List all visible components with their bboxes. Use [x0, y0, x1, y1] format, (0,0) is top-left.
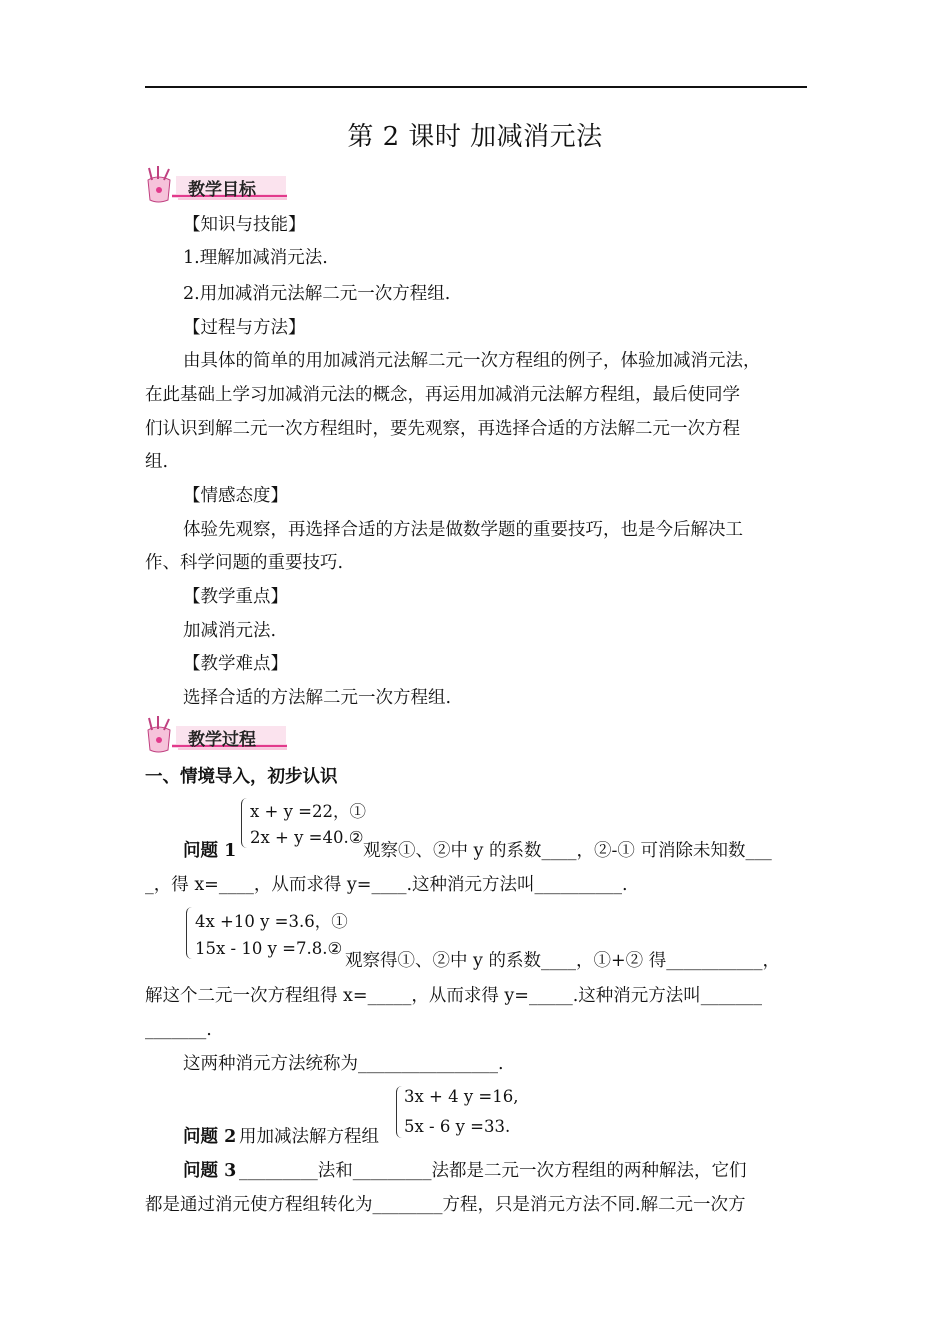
process-text-1: 由具体的简单的用加减消元法解二元一次方程组的例子，体验加减消元法， — [183, 351, 761, 371]
q3-label: 问题 3 — [183, 1161, 237, 1181]
process-banner-label: 教学过程 — [188, 730, 256, 750]
q1-text-2: _，得 x=____，从而求得 y=____.这种消元方法叫__________. — [145, 875, 628, 895]
knowledge-heading: 【知识与技能】 — [183, 215, 306, 235]
section1-heading: 一、情境导入，初步认识 — [145, 767, 338, 787]
top-rule — [145, 86, 807, 88]
key-text: 加减消元法. — [183, 621, 277, 641]
q1b-text-2: 解这个二元一次方程组得 x=_____，从而求得 y=_____.这种消元方法叫_______ — [145, 986, 763, 1006]
q1b-text-1: 观察得①、②中 y 的系数____，①+② 得___________， — [345, 951, 780, 971]
knowledge-item-2: 2.用加减消元法解二元一次方程组. — [183, 284, 451, 304]
q1b-summary: 这两种消元方法统称为________________. — [183, 1054, 504, 1074]
page-title: 第 2 课时 加减消元法 — [347, 122, 603, 152]
attitude-text-2: 作、科学问题的重要技巧. — [145, 553, 344, 573]
q1-equation-2: 2x + y =40.② — [250, 828, 364, 847]
goals-banner — [142, 166, 292, 206]
attitude-heading: 【情感态度】 — [183, 486, 288, 506]
q1b-brace — [186, 907, 193, 959]
q2-equation-2: 5x - 6 y =33. — [404, 1117, 511, 1136]
q2-equation-1: 3x + 4 y =16, — [404, 1087, 519, 1106]
process-banner — [142, 716, 292, 756]
q1-text-1: 观察①、②中 y 的系数____，②-① 可消除未知数___ — [363, 841, 772, 861]
difficult-heading: 【教学难点】 — [183, 654, 288, 674]
knowledge-item-1: 1.理解加减消元法. — [183, 248, 328, 268]
key-heading: 【教学重点】 — [183, 587, 288, 607]
process-text-3: 们认识到解二元一次方程组时，要先观察，再选择合适的方法解二元一次方程 — [145, 419, 740, 439]
attitude-text-1: 体验先观察，再选择合适的方法是做数学题的重要技巧，也是今后解决工 — [183, 520, 743, 540]
process-text-2: 在此基础上学习加减消元法的概念，再运用加减消元法解方程组，最后使同学 — [145, 385, 740, 405]
q3-text-2: 都是通过消元使方程组转化为________方程，只是消元方法不同.解二元一次方 — [145, 1195, 746, 1215]
q2-brace — [396, 1086, 403, 1138]
q1-equation-1: x + y =22，① — [250, 802, 367, 821]
process-heading: 【过程与方法】 — [183, 318, 306, 338]
q1-brace — [241, 798, 248, 848]
difficult-text: 选择合适的方法解二元一次方程组. — [183, 688, 452, 708]
q2-label: 问题 2 — [183, 1127, 237, 1147]
q3-text-1: _________法和_________法都是二元一次方程组的两种解法，它们 — [239, 1161, 747, 1181]
process-text-4: 组. — [145, 452, 169, 472]
q2-text: 用加减法解方程组 — [239, 1127, 379, 1147]
q1-label: 问题 1 — [183, 841, 237, 861]
goals-banner-label: 教学目标 — [188, 180, 256, 200]
q1b-equation-1: 4x +10 y =3.6，① — [195, 912, 348, 931]
q1b-equation-2: 15x - 10 y =7.8.② — [195, 939, 343, 958]
q1b-text-3: _______. — [145, 1020, 212, 1040]
